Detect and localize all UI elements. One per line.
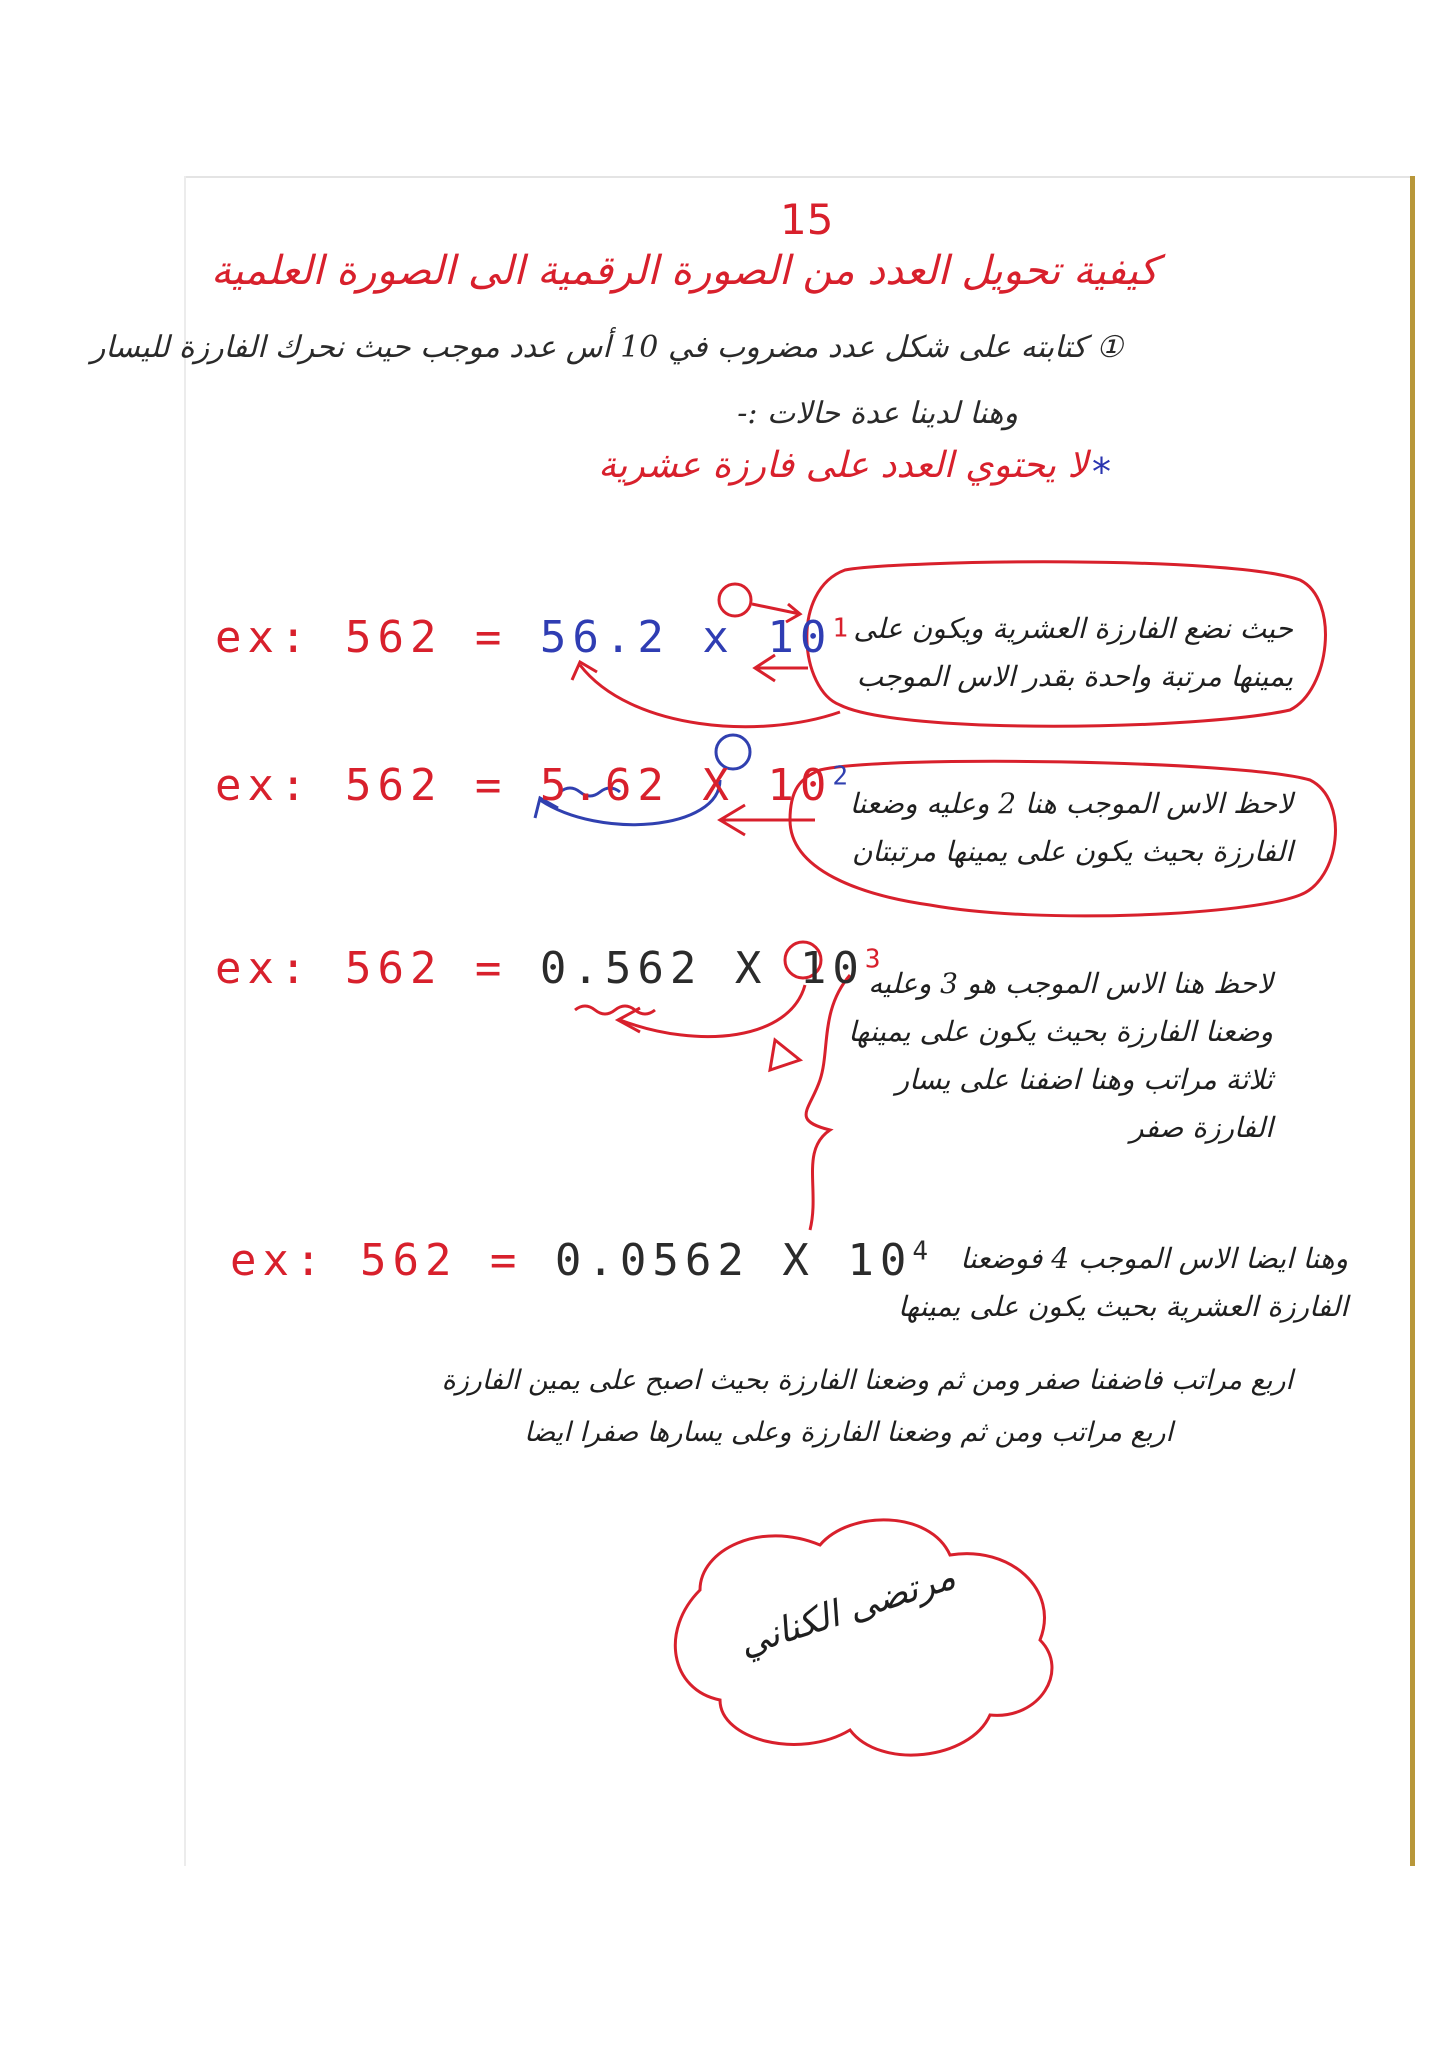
example-4-exponent: 4 (912, 1236, 934, 1267)
example-1-rhs: 56.2 x 10 (539, 612, 833, 663)
example-2-note-line: الفارزة بحيث يكون على يمينها مرتبتان (851, 835, 1293, 868)
closing-line: اربع مراتب ومن ثم وضعنا الفارزة وعلى يسارها صفرا ايضا (524, 1417, 1173, 1448)
example-3-exponent: 3 (864, 944, 887, 975)
example-3-note-line: وضعنا الفارزة بحيث يكون على يمينها (848, 1015, 1273, 1048)
example-1-note-line: حيث نضع الفارزة العشرية ويكون على (853, 612, 1293, 645)
signature-cloud (675, 1520, 1052, 1755)
example-4-note-line: الفارزة العشرية بحيث يكون على يمينها (898, 1290, 1348, 1323)
squiggle-ex3 (575, 1006, 655, 1014)
intro-line-1: ① كتابته على شكل عدد مضروب في 10 أس عدد موجب حيث نحرك الفارزة لليسار (90, 330, 1123, 365)
example-3-equation (215, 943, 886, 994)
example-4-note-line: وهنا ايضا الاس الموجب 4 فوضعنا (960, 1242, 1348, 1275)
example-3-note-line: ثلاثة مراتب وهنا اضفنا على يسار (895, 1063, 1273, 1096)
arrow-to-note-3 (770, 1040, 800, 1070)
example-2-note (850, 780, 1293, 876)
example-2-rhs: 5.62 X 10 (539, 760, 833, 811)
example-1-equation (215, 612, 854, 663)
example-2-lhs: ex: 562 = (215, 760, 508, 811)
note-bracket-3 (806, 975, 850, 1230)
author-signature: مرتضى الكناني (734, 1556, 961, 1665)
example-1-note-line: يمينها مرتبة واحدة بقدر الاس الموجب (856, 660, 1293, 693)
bullet-star-marker: * (1092, 450, 1111, 494)
example-4-equation (230, 1235, 934, 1286)
example-1-note (853, 605, 1293, 701)
closing-paragraph (442, 1355, 1293, 1459)
example-3-note (848, 960, 1273, 1152)
example-3-note-line: لاحظ هنا الاس الموجب هو 3 وعليه (868, 967, 1273, 1000)
example-3-rhs: 0.562 X 10 (539, 943, 865, 994)
example-2-note-line: لاحظ الاس الموجب هنا 2 وعليه وضعنا (849, 787, 1293, 820)
example-4-lhs: ex: 562 = (230, 1235, 523, 1286)
page-number: 15 (780, 195, 834, 244)
example-4-rhs: 0.0562 X 10 (554, 1235, 913, 1286)
page-title: كيفية تحويل العدد من الصورة الرقمية الى الصورة العلمية (210, 248, 1158, 294)
example-1-exponent: 1 (832, 613, 854, 644)
curved-arrow-ex1 (580, 665, 840, 727)
example-2-equation (215, 760, 854, 811)
example-3-lhs: ex: 562 = (215, 943, 508, 994)
example-1-lhs: ex: 562 = (215, 612, 508, 663)
example-3-note-line: الفارزة صفر (1129, 1111, 1273, 1144)
example-2-exponent: 2 (832, 761, 854, 792)
closing-line: اربع مراتب فاضفنا صفر ومن ثم وضعنا الفارزة بحيث اصبح على يمين الفارزة (441, 1365, 1293, 1396)
bullet-case-heading: لا يحتوي العدد على فارزة عشرية (598, 445, 1088, 486)
intro-line-2: وهنا لدينا عدة حالات :- (737, 396, 1018, 431)
example-4-note (898, 1235, 1348, 1331)
